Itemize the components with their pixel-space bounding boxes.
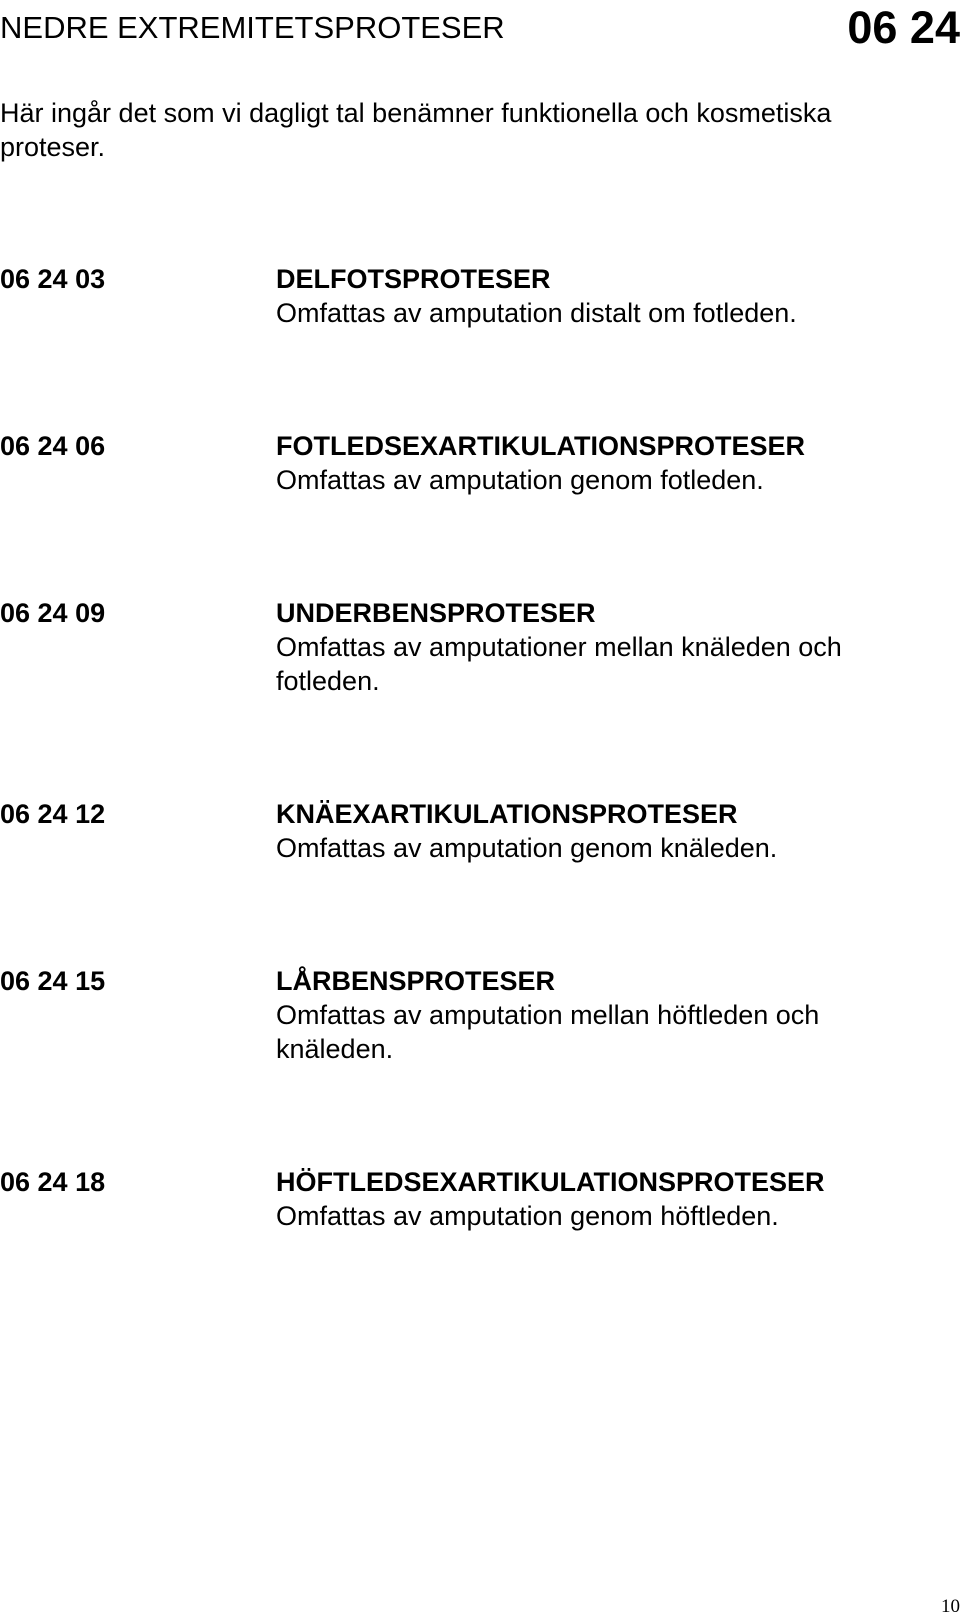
- entry-description: Omfattas av amputation distalt om fotleden.: [276, 298, 797, 328]
- entry-title: UNDERBENSPROTESER: [276, 598, 596, 628]
- entry-title: LÅRBENSPROTESER: [276, 966, 556, 996]
- entry-code: 06 24 15: [0, 966, 106, 996]
- entry-description: Omfattas av amputationer mellan knäleden och fotleden.: [276, 632, 842, 696]
- entry-description: Omfattas av amputation genom knäleden.: [276, 833, 778, 863]
- entry-code: 06 24 12: [0, 799, 106, 829]
- entry-body: [276, 1165, 926, 1233]
- entry-description: Omfattas av amputation mellan höftleden och knäleden.: [276, 1000, 820, 1064]
- entry-title: DELFOTSPROTESER: [276, 264, 551, 294]
- page-header: [0, 4, 960, 52]
- entry-title: FOTLEDSEXARTIKULATIONSPROTESER: [276, 431, 806, 461]
- entry-body: [276, 797, 926, 865]
- page-title: NEDRE EXTREMITETSPROTESER: [0, 10, 505, 45]
- page-number: 10: [941, 1596, 960, 1617]
- intro-paragraph: Här ingår det som vi dagligt tal benämner funktionella och kosmetiska proteser.: [0, 98, 832, 162]
- entry-description: Omfattas av amputation genom fotleden.: [276, 465, 764, 495]
- entry-body: [276, 964, 926, 1066]
- section-code: 06 24: [847, 2, 960, 53]
- entry-title: KNÄEXARTIKULATIONSPROTESER: [276, 799, 738, 829]
- entry-code: 06 24 06: [0, 431, 106, 461]
- entry-body: [276, 429, 926, 497]
- entry-code: 06 24 03: [0, 264, 106, 294]
- entry-body: [276, 262, 926, 330]
- entry-body: [276, 596, 926, 698]
- entry-code: 06 24 09: [0, 598, 106, 628]
- entry-code: 06 24 18: [0, 1167, 106, 1197]
- entry-title: HÖFTLEDSEXARTIKULATIONSPROTESER: [276, 1167, 825, 1197]
- entry-description: Omfattas av amputation genom höftleden.: [276, 1201, 779, 1231]
